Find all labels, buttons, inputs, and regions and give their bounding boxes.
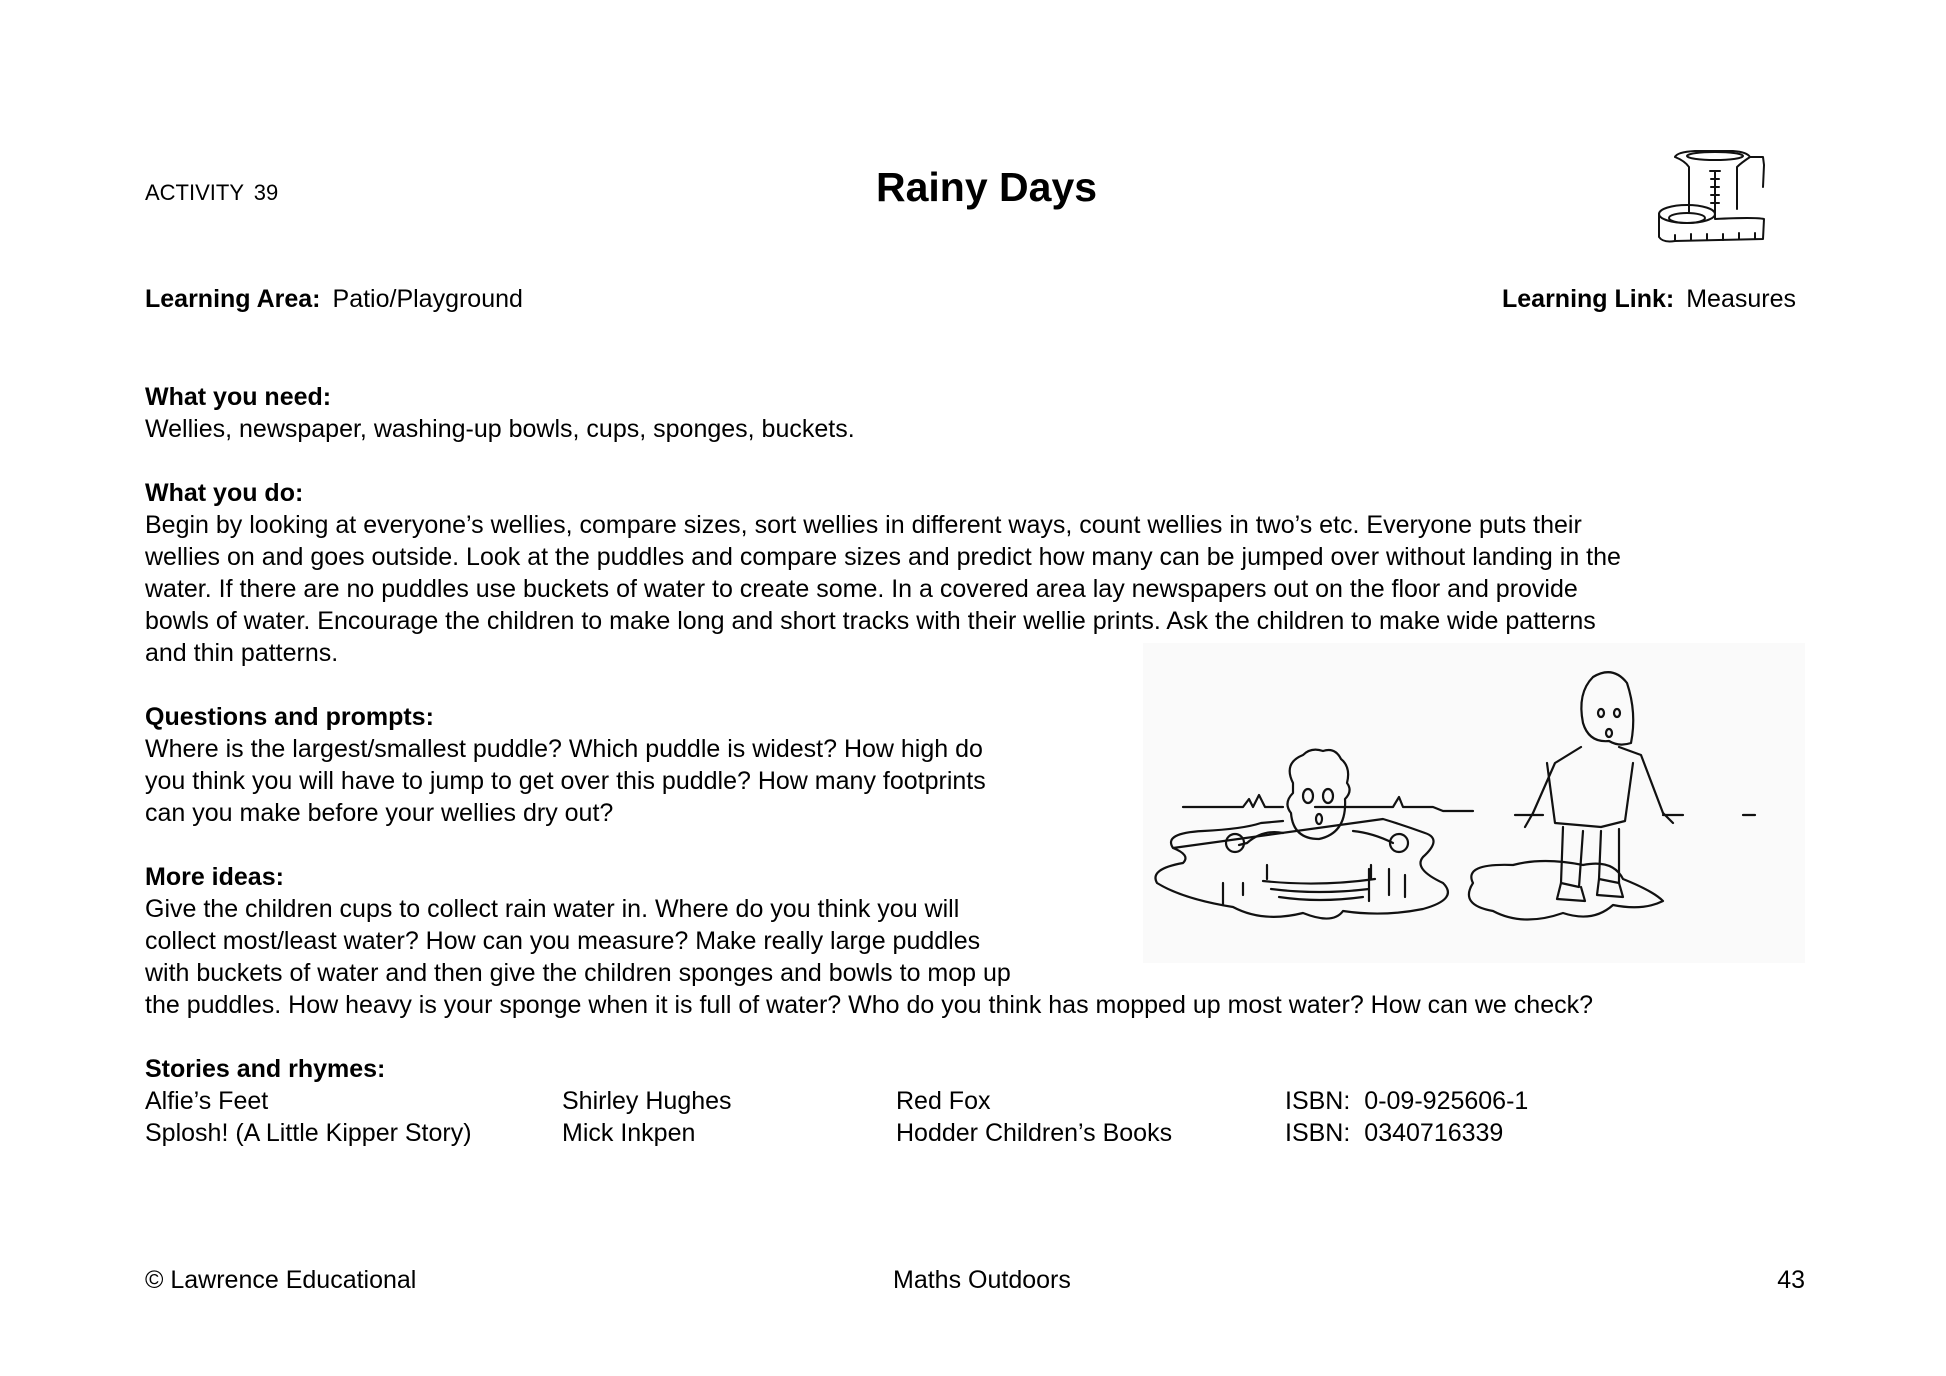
section-stories-and-rhymes [145, 1053, 1645, 1149]
section-what-you-need [145, 381, 1805, 445]
story-publisher: Hodder Children’s Books [896, 1119, 1173, 1147]
footer-copyright: © Lawrence Educational [145, 1266, 417, 1294]
story-title: Alfie’s Feet [145, 1087, 269, 1115]
story-author: Mick Inkpen [562, 1119, 696, 1147]
story-author: Shirley Hughes [562, 1087, 732, 1115]
story-row [145, 1085, 1645, 1117]
page-title: Rainy Days [876, 164, 1098, 210]
text-line: can you make before your wellies dry out? [145, 799, 614, 827]
text-line: Where is the largest/smallest puddle? Which puddle is widest? How high do [145, 735, 983, 763]
activity-label: ACTIVITY [145, 180, 244, 205]
activity-number [145, 180, 278, 206]
text-line: Give the children cups to collect rain water in. Where do you think you will [145, 895, 960, 923]
text-line: bowls of water. Encourage the children to make long and short tracks with their wellie prints. Ask the children to make wide patterns [145, 607, 1596, 635]
section-heading: More ideas: [145, 863, 284, 891]
section-heading: Stories and rhymes: [145, 1055, 386, 1083]
learning-link-value: Measures [1686, 285, 1796, 313]
learning-link-label: Learning Link: [1502, 285, 1675, 313]
measuring-jug-and-tape-icon [1655, 147, 1775, 247]
isbn-value: 0-09-925606-1 [1364, 1087, 1529, 1115]
section-what-you-do [145, 477, 1805, 669]
story-title: Splosh! (A Little Kipper Story) [145, 1119, 472, 1147]
text-line: wellies on and goes outside. Look at the puddles and compare sizes and predict how many can be jumped over without landing in the [145, 543, 1621, 571]
isbn-value: 0340716339 [1364, 1119, 1504, 1147]
isbn-label: ISBN: [1285, 1119, 1351, 1147]
section-heading: What you need: [145, 383, 332, 411]
section-heading: Questions and prompts: [145, 703, 434, 731]
activity-number-value: 39 [253, 180, 279, 205]
learning-area-label: Learning Area: [145, 285, 321, 313]
text-line: and thin patterns. [145, 639, 339, 667]
learning-area-value: Patio/Playground [332, 285, 523, 313]
learning-area [145, 285, 523, 314]
text-line: collect most/least water? How can you measure? Make really large puddles [145, 927, 981, 955]
section-heading: What you do: [145, 479, 304, 507]
text-line: you think you will have to jump to get over this puddle? How many footprints [145, 767, 986, 795]
story-publisher: Red Fox [896, 1087, 991, 1115]
footer-page-number: 43 [1777, 1266, 1805, 1294]
section-questions-and-prompts [145, 701, 1105, 829]
text-line: Begin by looking at everyone’s wellies, compare sizes, sort wellies in different ways, count wellies in two’s etc. Everyone puts their [145, 511, 1582, 539]
text-line: with buckets of water and then give the children sponges and bowls to mop up [145, 959, 1011, 987]
text-line: the puddles. How heavy is your sponge when it is full of water? Who do you think has mopped up most water? How can we check? [145, 991, 1593, 1019]
learning-link [1502, 285, 1796, 314]
story-row [145, 1117, 1645, 1149]
section-more-ideas [145, 861, 1805, 1021]
story-isbn [1285, 1085, 1528, 1117]
text-line: water. If there are no puddles use buckets of water to create some. In a covered area lay newspapers out on the floor and provide [145, 575, 1578, 603]
footer-book-title: Maths Outdoors [893, 1266, 1071, 1294]
story-isbn [1285, 1117, 1503, 1149]
isbn-label: ISBN: [1285, 1087, 1351, 1115]
section-text: Wellies, newspaper, washing-up bowls, cups, sponges, buckets. [145, 415, 855, 443]
